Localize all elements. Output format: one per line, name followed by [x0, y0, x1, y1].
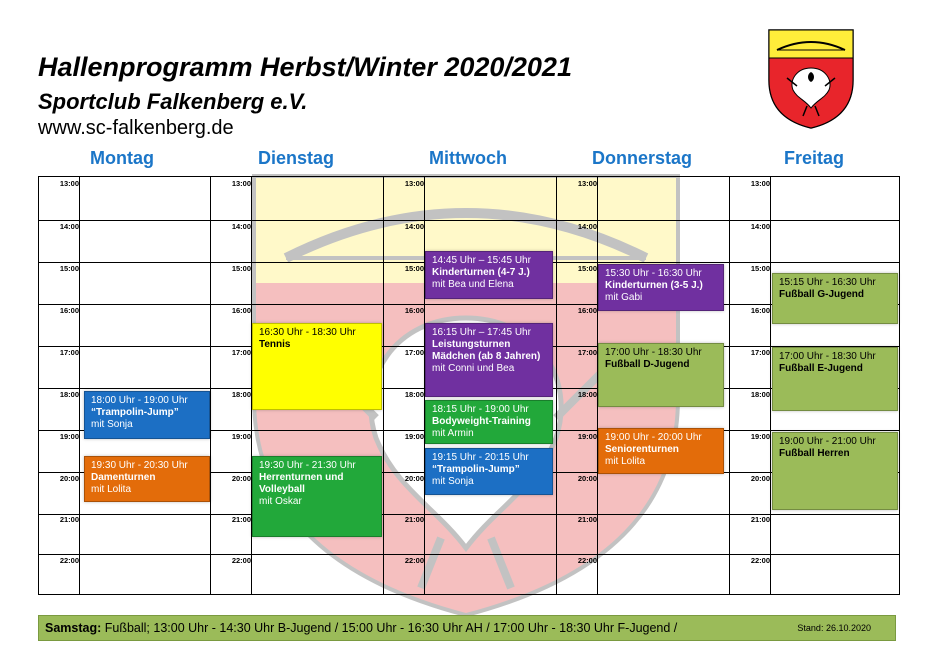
event-mittwoch-leistungsturnen[interactable] — [425, 323, 553, 397]
event-time: 16:30 Uhr - 18:30 Uhr — [259, 327, 356, 338]
time-label: 13:00 — [231, 179, 251, 188]
time-label: 18:00 — [750, 390, 770, 399]
time-label: 20:00 — [750, 474, 770, 483]
time-label: 13:00 — [750, 179, 770, 188]
time-label: 20:00 — [231, 474, 251, 483]
time-label: 20:00 — [577, 474, 597, 483]
time-label: 17:00 — [577, 348, 597, 357]
time-label: 19:00 — [750, 432, 770, 441]
event-montag-trampolin[interactable] — [84, 391, 210, 439]
day-header-dienstag: Dienstag — [257, 148, 335, 168]
event-title: Bodyweight-Training — [432, 416, 531, 427]
event-detail: mit Bea und Elena — [432, 279, 514, 290]
coat-of-arms-icon — [767, 28, 855, 130]
page-title: Hallenprogramm Herbst/Winter 2020/2021 — [38, 52, 572, 82]
time-label: 17:00 — [59, 348, 79, 357]
event-time: 15:30 Uhr - 16:30 Uhr — [605, 268, 702, 279]
event-dienstag-tennis[interactable] — [252, 323, 382, 410]
event-time: 15:15 Uhr - 16:30 Uhr — [779, 277, 876, 288]
time-label: 16:00 — [231, 306, 251, 315]
event-freitag-fussball-g-jugend[interactable] — [772, 273, 898, 324]
time-label: 18:00 — [577, 390, 597, 399]
event-detail: mit Lolita — [91, 484, 132, 495]
time-label: 14:00 — [59, 222, 79, 231]
time-label: 15:00 — [231, 264, 251, 273]
event-title: Kinderturnen (4-7 J.) — [432, 267, 530, 278]
time-label: 17:00 — [404, 348, 424, 357]
time-label: 22:00 — [231, 556, 251, 565]
time-label: 20:00 — [59, 474, 79, 483]
event-time: 19:00 Uhr - 21:00 Uhr — [779, 436, 876, 447]
saturday-text: Fußball; 13:00 Uhr - 14:30 Uhr B-Jugend / 15:00 Uhr - 16:30 Uhr AH / 17:00 Uhr - 18:30 Uhr F-Jugend / — [101, 621, 678, 635]
time-label: 14:00 — [750, 222, 770, 231]
event-title: Kinderturnen (3-5 J.) — [605, 280, 703, 291]
saturday-label: Samstag: — [45, 621, 102, 635]
event-time: 17:00 Uhr - 18:30 Uhr — [605, 347, 702, 358]
event-time: 19:30 Uhr - 20:30 Uhr — [91, 460, 188, 471]
day-header-donnerstag: Donnerstag — [591, 148, 692, 168]
time-label: 16:00 — [404, 306, 424, 315]
time-label: 19:00 — [231, 432, 251, 441]
event-detail: mit Armin — [432, 428, 474, 439]
event-detail: mit Sonja — [91, 419, 133, 430]
time-label: 17:00 — [231, 348, 251, 357]
time-label: 18:00 — [404, 390, 424, 399]
event-time: 16:15 Uhr – 17:45 Uhr — [432, 327, 531, 338]
event-time: 18:15 Uhr - 19:00 Uhr — [432, 404, 529, 415]
event-freitag-fussball-herren[interactable] — [772, 432, 898, 510]
time-label: 22:00 — [750, 556, 770, 565]
time-label: 16:00 — [750, 306, 770, 315]
event-title: Damenturnen — [91, 472, 156, 483]
time-label: 19:00 — [404, 432, 424, 441]
event-title: “Trampolin-Jump” — [91, 407, 179, 418]
day-header-mittwoch: Mittwoch — [429, 148, 507, 168]
event-time: 17:00 Uhr - 18:30 Uhr — [779, 351, 876, 362]
event-detail: mit Gabi — [605, 292, 643, 303]
event-title: Fußball G-Jugend — [779, 289, 864, 300]
event-detail: mit Sonja — [432, 476, 474, 487]
time-label: 20:00 — [404, 474, 424, 483]
saturday-schedule — [45, 621, 677, 635]
event-title: Fußball E-Jugend — [779, 363, 863, 374]
event-time: 19:30 Uhr - 21:30 Uhr — [259, 460, 356, 471]
time-label: 21:00 — [577, 515, 597, 524]
time-label: 14:00 — [577, 222, 597, 231]
event-donnerstag-seniorenturnen[interactable] — [598, 428, 724, 474]
time-label: 19:00 — [59, 432, 79, 441]
event-detail: mit Lolita — [605, 456, 646, 467]
day-divider — [383, 177, 384, 594]
day-header-montag: Montag — [90, 148, 154, 168]
event-freitag-fussball-e-jugend[interactable] — [772, 347, 898, 411]
time-label: 13:00 — [577, 179, 597, 188]
event-title: Fußball Herren — [779, 448, 850, 459]
event-donnerstag-fussball-d-jugend[interactable] — [598, 343, 724, 407]
time-column-divider — [770, 177, 771, 594]
day-divider — [210, 177, 211, 594]
event-montag-damenturnen[interactable] — [84, 456, 210, 502]
event-title: Herrenturnen und Volleyball — [259, 472, 344, 495]
time-label: 21:00 — [750, 515, 770, 524]
time-label: 22:00 — [577, 556, 597, 565]
time-label: 18:00 — [59, 390, 79, 399]
time-label: 18:00 — [231, 390, 251, 399]
time-label: 15:00 — [750, 264, 770, 273]
time-label: 13:00 — [404, 179, 424, 188]
saturday-footer — [38, 615, 896, 641]
event-title: Seniorenturnen — [605, 444, 679, 455]
event-dienstag-herrenturnen[interactable] — [252, 456, 382, 537]
time-label: 16:00 — [59, 306, 79, 315]
time-label: 14:00 — [404, 222, 424, 231]
club-name: Sportclub Falkenberg e.V. — [38, 89, 308, 114]
time-label: 16:00 — [577, 306, 597, 315]
event-mittwoch-kinderturnen[interactable] — [425, 251, 553, 299]
event-mittwoch-trampolin[interactable] — [425, 448, 553, 495]
event-title: Fußball D-Jugend — [605, 359, 690, 370]
time-label: 15:00 — [404, 264, 424, 273]
time-label: 13:00 — [59, 179, 79, 188]
time-label: 21:00 — [404, 515, 424, 524]
time-label: 17:00 — [750, 348, 770, 357]
day-divider — [729, 177, 730, 594]
time-label: 15:00 — [59, 264, 79, 273]
day-header-freitag: Freitag — [783, 148, 844, 168]
time-label: 21:00 — [59, 515, 79, 524]
day-divider — [556, 177, 557, 594]
event-time: 19:00 Uhr - 20:00 Uhr — [605, 432, 702, 443]
event-detail: mit Conni und Bea — [432, 363, 515, 374]
event-detail: mit Oskar — [259, 496, 302, 507]
time-label: 15:00 — [577, 264, 597, 273]
time-label: 19:00 — [577, 432, 597, 441]
event-title: Leistungsturnen Mädchen (ab 8 Jahren) — [432, 339, 541, 362]
time-label: 22:00 — [59, 556, 79, 565]
website-link[interactable]: www.sc-falkenberg.de — [38, 117, 234, 139]
time-column-divider — [79, 177, 80, 594]
time-label: 21:00 — [231, 515, 251, 524]
event-time: 19:15 Uhr - 20:15 Uhr — [432, 452, 529, 463]
event-time: 18:00 Uhr - 19:00 Uhr — [91, 395, 188, 406]
event-mittwoch-bodyweight[interactable] — [425, 400, 553, 444]
time-label: 22:00 — [404, 556, 424, 565]
time-label: 14:00 — [231, 222, 251, 231]
event-title: Tennis — [259, 339, 291, 350]
event-donnerstag-kinderturnen[interactable] — [598, 264, 724, 311]
stand-date: Stand: 26.10.2020 — [797, 623, 871, 633]
event-title: “Trampolin-Jump” — [432, 464, 520, 475]
event-time: 14:45 Uhr – 15:45 Uhr — [432, 255, 531, 266]
